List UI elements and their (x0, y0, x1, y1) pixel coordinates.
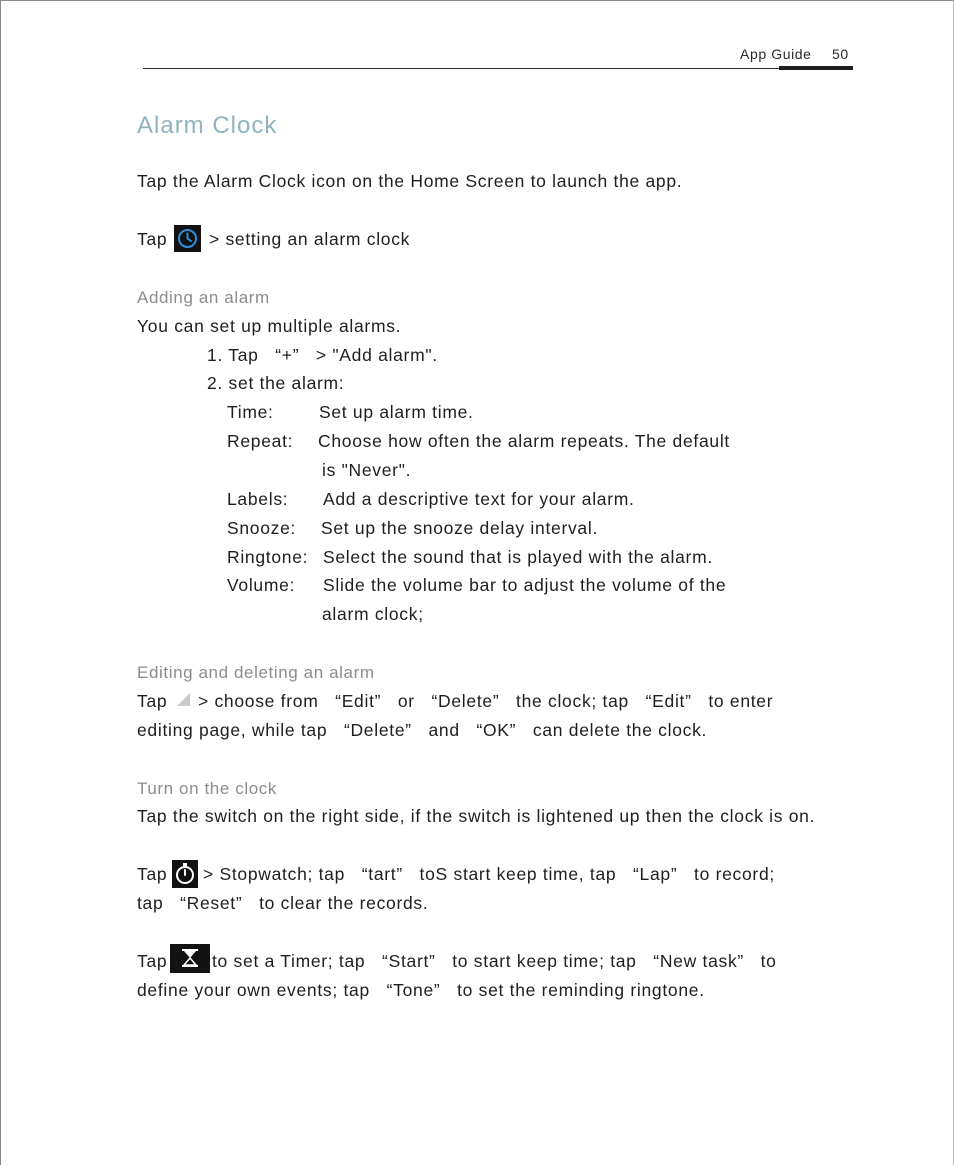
option-label-time: Time: (227, 402, 274, 422)
header-rule-accent (779, 66, 853, 70)
editing-line-1: > choose from “Edit” or “Delete” the clock; tap “Edit” to enter (198, 691, 774, 711)
option-desc-volume-cont: alarm clock; (322, 604, 424, 624)
adding-alarm-heading: Adding an alarm (137, 288, 270, 307)
step-2: 2. set the alarm: (207, 373, 345, 393)
option-desc-volume: Slide the volume bar to adjust the volume of the (323, 575, 727, 595)
option-label-labels: Labels: (227, 489, 289, 509)
option-desc-repeat: Choose how often the alarm repeats. The default (318, 431, 730, 451)
option-label-snooze: Snooze: (227, 518, 297, 538)
option-desc-time: Set up alarm time. (319, 402, 474, 422)
tap-word: Tap (137, 864, 168, 884)
setting-alarm-text: > setting an alarm clock (209, 229, 411, 249)
option-desc-labels: Add a descriptive text for your alarm. (323, 489, 635, 509)
page-number: 50 (832, 46, 849, 62)
stopwatch-line-2: tap “Reset” to clear the records. (137, 893, 429, 913)
intro-paragraph: Tap the Alarm Clock icon on the Home Screen to launch the app. (137, 171, 683, 191)
stopwatch-icon (172, 860, 198, 888)
turn-on-heading: Turn on the clock (137, 779, 277, 798)
tap-word: Tap (137, 951, 168, 971)
option-label-volume: Volume: (227, 575, 296, 595)
alarm-clock-icon (174, 225, 201, 252)
editing-heading: Editing and deleting an alarm (137, 663, 375, 682)
tap-word: Tap (137, 229, 168, 249)
tap-word: Tap (137, 691, 168, 711)
adding-alarm-lead: You can set up multiple alarms. (137, 316, 402, 336)
option-desc-repeat-cont: is "Never". (322, 460, 412, 480)
menu-corner-icon (174, 692, 192, 708)
turn-on-text: Tap the switch on the right side, if the switch is lightened up then the clock is on. (137, 806, 816, 826)
timer-line-2: define your own events; tap “Tone” to set the reminding ringtone. (137, 980, 705, 1000)
stopwatch-line-1: > Stopwatch; tap “tart” toS start keep time, tap “Lap” to record; (203, 864, 775, 884)
step-1: 1. Tap “+” > "Add alarm". (207, 345, 438, 365)
header-rule (143, 68, 853, 69)
option-desc-snooze: Set up the snooze delay interval. (321, 518, 599, 538)
option-label-repeat: Repeat: (227, 431, 294, 451)
page-title: Alarm Clock (137, 112, 278, 139)
editing-line-2: editing page, while tap “Delete” and “OK” can delete the clock. (137, 720, 708, 740)
option-desc-ringtone: Select the sound that is played with the alarm. (323, 547, 713, 567)
timer-line-1: to set a Timer; tap “Start” to start keep time; tap “New task” to (212, 951, 777, 971)
header-section-label: App Guide (740, 46, 812, 62)
hourglass-icon (170, 944, 210, 973)
option-label-ringtone: Ringtone: (227, 547, 309, 567)
